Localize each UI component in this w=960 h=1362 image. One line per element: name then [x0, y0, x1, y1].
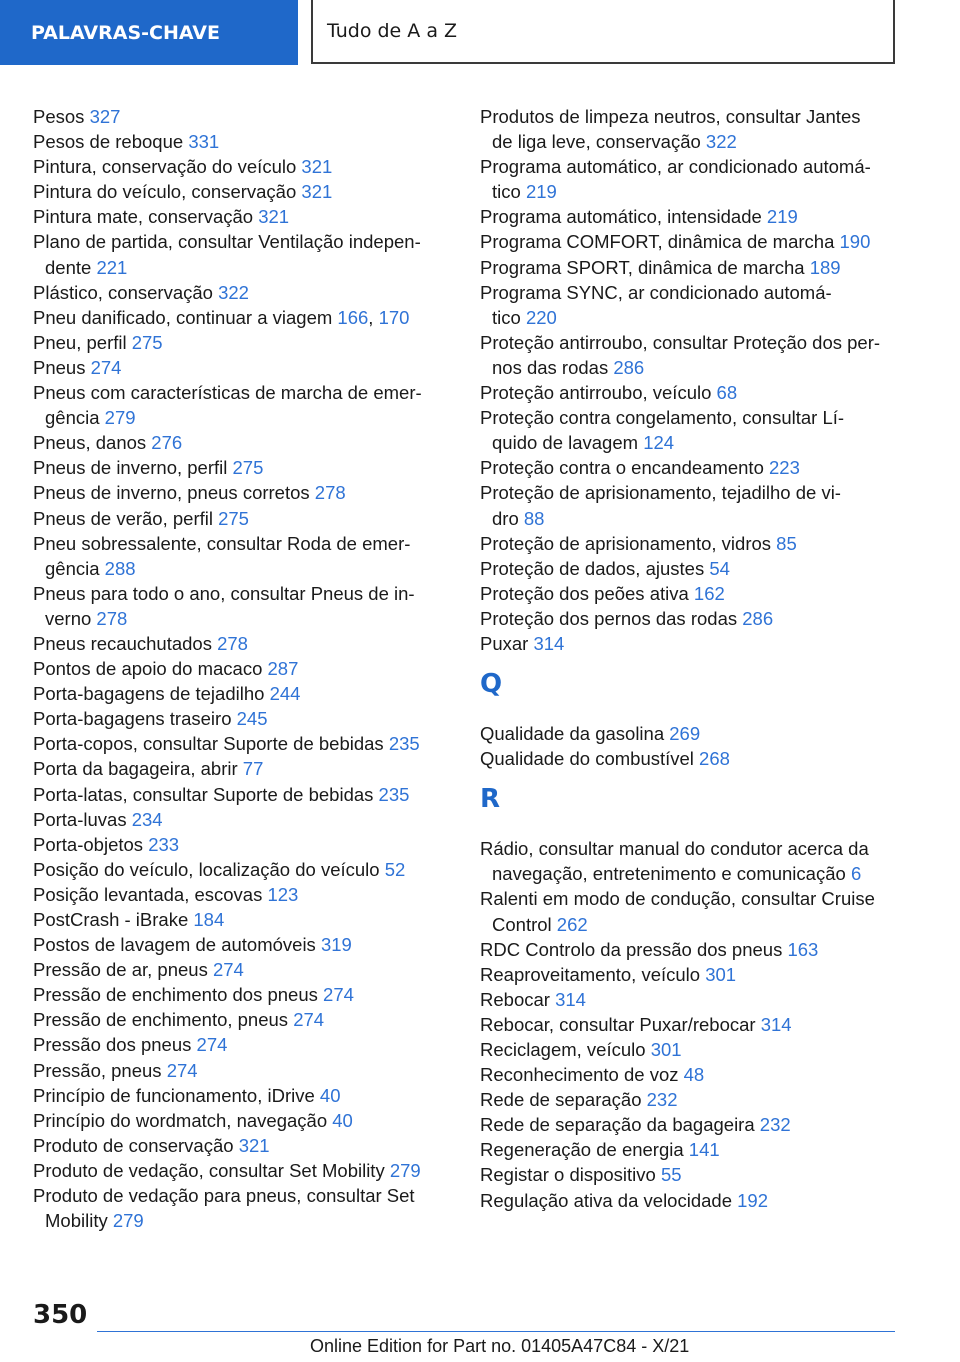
- index-entry: [33, 882, 453, 907]
- index-entry-text: verno: [45, 607, 97, 629]
- index-entry: [33, 204, 453, 229]
- page-link[interactable]: 88: [523, 507, 545, 529]
- index-entry-text: Rádio, consultar manual do condutor acerca da: [480, 838, 869, 860]
- index-entry-text: Proteção de dados, ajustes: [480, 557, 710, 579]
- page-link[interactable]: 288: [104, 557, 136, 579]
- page-link[interactable]: 221: [96, 256, 128, 278]
- page-link[interactable]: 319: [320, 934, 352, 956]
- index-entry: [33, 1108, 453, 1133]
- index-entry-text: dro: [492, 507, 524, 529]
- index-entry-text: Qualidade do combustível: [480, 748, 700, 770]
- index-entry-text: Porta-objetos: [33, 833, 149, 855]
- index-entry: [480, 280, 910, 330]
- page-link[interactable]: 6: [850, 863, 862, 885]
- index-entry: [480, 380, 910, 405]
- index-entry: [33, 480, 453, 505]
- index-column-right: [480, 104, 910, 1213]
- index-entry-text: Rebocar: [480, 988, 556, 1010]
- index-entry-text: Princípio de funcionamento, iDrive: [33, 1084, 320, 1106]
- page-link[interactable]: 287: [267, 658, 299, 680]
- page-link[interactable]: 274: [90, 356, 122, 378]
- index-entry: [33, 857, 453, 882]
- index-entry-text: Regeneração de energia: [480, 1139, 689, 1161]
- index-entry-text: Rebocar, consultar Puxar/rebocar: [480, 1013, 761, 1035]
- index-entry: [33, 631, 453, 656]
- index-entry: [33, 1158, 453, 1183]
- page-link[interactable]: 123: [267, 883, 299, 905]
- index-entry: [33, 455, 453, 480]
- page-link[interactable]: 52: [384, 858, 406, 880]
- page-link[interactable]: 68: [716, 382, 738, 404]
- page-link[interactable]: 314: [760, 1013, 792, 1035]
- index-entry-text: Plano de partida, consultar Ventilação indepen-: [33, 231, 421, 253]
- page-link[interactable]: 234: [131, 808, 163, 830]
- index-entry-text: Registar o dispositivo: [480, 1164, 661, 1186]
- index-entry-text: de liga leve, conservação: [492, 131, 706, 153]
- page-link[interactable]: 162: [693, 582, 725, 604]
- index-entry-text: Pesos de reboque: [33, 131, 189, 153]
- index-entry-text: Pneu danificado, continuar a viagem: [33, 306, 338, 328]
- index-entry-text: Pontos de apoio do macaco: [33, 658, 268, 680]
- index-entry: [33, 531, 453, 581]
- index-entry: [33, 129, 453, 154]
- index-entry: [33, 957, 453, 982]
- index-entry: [33, 179, 453, 204]
- index-entry: [33, 1032, 453, 1057]
- index-entry-text: Proteção dos peões ativa: [480, 582, 694, 604]
- index-letter-heading: R: [480, 784, 501, 815]
- index-entry-text: Programa automático, ar condicionado automá-: [480, 156, 871, 178]
- index-entry-text: Proteção de aprisionamento, tejadilho de vi-: [480, 482, 841, 504]
- page-link[interactable]: 220: [525, 306, 557, 328]
- index-entry-text: Pressão dos pneus: [33, 1034, 197, 1056]
- index-entry: [480, 480, 910, 530]
- index-entry: [480, 1162, 910, 1187]
- page-number: 350: [33, 1300, 88, 1330]
- index-entry-text: Porta da bagageira, abrir: [33, 758, 243, 780]
- index-entry-text: Plástico, conservação: [33, 281, 219, 303]
- page-link[interactable]: 275: [232, 457, 264, 479]
- index-entry-text: navegação, entretenimento e comunicação: [492, 863, 851, 885]
- index-entry-text: RDC Controlo da pressão dos pneus: [480, 938, 788, 960]
- index-entry-text: Pneus de inverno, pneus corretos: [33, 482, 315, 504]
- index-entry-text: Pneu sobressalente, consultar Roda de emer-: [33, 532, 411, 554]
- index-entry: [480, 631, 910, 656]
- footer-edition-text: Online Edition for Part no. 01405A47C84 - X/21: [310, 1336, 690, 1356]
- index-entry: [33, 1183, 453, 1233]
- index-entry-text: Programa COMFORT, dinâmica de marcha: [480, 231, 840, 253]
- index-entry-text: Posição do veículo, localização do veículo: [33, 858, 385, 880]
- page-link[interactable]: 274: [212, 959, 244, 981]
- index-entry-text: PostCrash - iBrake: [33, 909, 194, 930]
- index-entry: [480, 606, 910, 631]
- page-link[interactable]: 279: [112, 1210, 144, 1232]
- page-link[interactable]: 274: [323, 984, 354, 1006]
- index-entry-text: tico: [492, 306, 526, 328]
- index-entry-text: Proteção antirroubo, consultar Proteção dos per-: [480, 331, 881, 353]
- page-link[interactable]: 232: [759, 1114, 791, 1136]
- index-entry-text: Qualidade da gasolina: [480, 723, 670, 745]
- index-entry: [33, 681, 453, 706]
- index-entry: [480, 1137, 910, 1162]
- index-entry-text: Ralenti em modo de condução, consultar Cruise: [480, 888, 875, 910]
- index-entry-text: Regulação ativa da velocidade: [480, 1189, 738, 1211]
- page-link[interactable]: 327: [89, 106, 121, 127]
- index-entry: [480, 455, 910, 480]
- index-entry-text: Porta-copos, consultar Suporte de bebidas: [33, 733, 389, 755]
- index-entry-text: Pneus recauchutados: [33, 632, 218, 654]
- page-link[interactable]: 245: [236, 708, 268, 730]
- index-entry: [33, 1083, 453, 1108]
- index-entry: [33, 380, 453, 430]
- page-link[interactable]: 170: [378, 306, 410, 328]
- index-entry: [33, 807, 453, 832]
- page-link[interactable]: 269: [669, 723, 701, 745]
- index-entry: [33, 907, 453, 932]
- index-entry-text: Pneus para todo o ano, consultar Pneus de in-: [33, 582, 415, 604]
- index-entry: [33, 756, 453, 781]
- index-entry: [33, 581, 453, 631]
- index-entry: [33, 706, 453, 731]
- index-entry-text: Posição levantada, escovas: [33, 883, 268, 905]
- index-entry: [480, 836, 910, 886]
- index-entry: [480, 104, 910, 154]
- index-entry-text: gência: [45, 557, 105, 579]
- index-entry-text: Produtos de limpeza neutros, consultar Jantes: [480, 106, 861, 127]
- page-link[interactable]: 279: [104, 407, 136, 429]
- index-entry: [480, 962, 910, 987]
- index-entry-text: nos das rodas: [492, 356, 614, 378]
- section-title: Tudo de A a Z: [311, 0, 895, 64]
- page-link[interactable]: 85: [776, 532, 797, 554]
- page-link[interactable]: 77: [242, 758, 264, 780]
- index-entry-text: Programa SYNC, ar condicionado automá-: [480, 281, 832, 303]
- index-entry: [480, 1062, 910, 1087]
- page-link[interactable]: 321: [301, 156, 333, 178]
- index-entry-text: Pressão de enchimento, pneus: [33, 1009, 294, 1031]
- index-entry: [33, 430, 453, 455]
- index-entry: [33, 305, 453, 330]
- index-letter-heading: Q: [480, 669, 503, 700]
- page-link[interactable]: 235: [378, 783, 410, 805]
- index-entry-text: Pneus de inverno, perfil: [33, 457, 233, 479]
- index-entry: [480, 746, 910, 771]
- index-entry: [33, 1007, 453, 1032]
- index-entry-text: Produto de conservação: [33, 1134, 239, 1156]
- page-link[interactable]: 40: [319, 1084, 341, 1106]
- page-link[interactable]: 233: [148, 833, 180, 855]
- index-entry: [33, 731, 453, 756]
- page-link[interactable]: 314: [533, 632, 565, 654]
- index-entry: [480, 581, 910, 606]
- index-entry: [480, 204, 910, 229]
- page-link[interactable]: 262: [556, 913, 588, 935]
- index-entry: [480, 1012, 910, 1037]
- index-entry: [33, 1133, 453, 1158]
- page-link[interactable]: 286: [613, 356, 645, 378]
- page-link[interactable]: 274: [196, 1034, 228, 1056]
- index-entry-text: Mobility: [45, 1210, 113, 1232]
- index-entry-text: Rede de separação da bagageira: [480, 1114, 760, 1136]
- index-entry-text: Pressão, pneus: [33, 1059, 167, 1081]
- index-entry: [480, 154, 910, 204]
- page-link[interactable]: 48: [683, 1064, 705, 1086]
- footer-divider: [97, 1331, 895, 1332]
- index-entry: [480, 987, 910, 1012]
- index-entry-text: Proteção de aprisionamento, vidros: [480, 532, 777, 554]
- index-entry-text: Reconhecimento de voz: [480, 1064, 684, 1086]
- index-entry-text: Porta-luvas: [33, 808, 132, 830]
- index-entry: [33, 656, 453, 681]
- index-entry-text: Proteção dos pernos das rodas: [480, 607, 743, 629]
- page-link[interactable]: 235: [388, 733, 420, 755]
- index-entry: [480, 1112, 910, 1137]
- index-entry-text: Pneus, danos: [33, 432, 152, 454]
- index-column-left: [33, 104, 453, 1233]
- index-entry: [480, 531, 910, 556]
- index-entry-text: Pesos: [33, 106, 90, 127]
- index-entry-text: Reciclagem, veículo: [480, 1039, 651, 1060]
- index-entry-text: Pressão de ar, pneus: [33, 959, 213, 981]
- index-entry: [480, 229, 910, 254]
- index-entry-text: Produto de vedação, consultar Set Mobility: [33, 1159, 390, 1181]
- page-link[interactable]: 274: [293, 1009, 325, 1031]
- index-entry: [33, 104, 453, 129]
- index-entry: [480, 1188, 910, 1213]
- index-entry: [33, 782, 453, 807]
- page-link[interactable]: 322: [705, 131, 737, 153]
- index-entry: [33, 154, 453, 179]
- page-link[interactable]: 278: [314, 482, 346, 504]
- index-entry: [33, 982, 453, 1007]
- index-entry-text: Porta-bagagens traseiro: [33, 708, 237, 730]
- index-entry-text: Pintura mate, conservação: [33, 206, 259, 228]
- index-entry-text: gência: [45, 407, 105, 429]
- page-link[interactable]: 163: [787, 938, 819, 960]
- page-link[interactable]: 278: [217, 632, 248, 654]
- page-link[interactable]: 321: [258, 206, 290, 228]
- index-entry: [480, 1087, 910, 1112]
- page-link[interactable]: 54: [709, 557, 730, 579]
- page-link[interactable]: 301: [650, 1039, 682, 1060]
- index-entry-text: Pneus com características de marcha de emer-: [33, 382, 422, 404]
- page-link[interactable]: 331: [188, 131, 220, 153]
- index-entry: [480, 405, 910, 455]
- index-entry: [33, 330, 453, 355]
- index-entry-text: Control: [492, 913, 557, 935]
- index-entry-text: Pintura do veículo, conservação: [33, 181, 302, 203]
- index-entry-text: Puxar: [480, 632, 534, 654]
- index-entry-text: Pintura, conservação do veículo: [33, 156, 302, 178]
- index-entry-text: Pneu, perfil: [33, 331, 132, 353]
- index-entry-text: Pneus: [33, 356, 91, 378]
- index-entry-text: Rede de separação: [480, 1089, 647, 1111]
- page-link[interactable]: 192: [737, 1189, 768, 1211]
- page-link[interactable]: 321: [301, 181, 333, 203]
- index-entry: [33, 229, 453, 279]
- index-entry: [480, 1037, 910, 1062]
- page-link[interactable]: 268: [699, 748, 730, 770]
- section-tab: PALAVRAS-CHAVE: [0, 0, 298, 65]
- page-link[interactable]: 274: [166, 1059, 198, 1081]
- index-entry-text: dente: [45, 256, 97, 278]
- index-entry-text: Princípio do wordmatch, navegação: [33, 1109, 333, 1131]
- page-link[interactable]: 244: [269, 683, 301, 705]
- index-entry: [480, 886, 910, 936]
- page-link[interactable]: 279: [389, 1159, 421, 1181]
- page-link[interactable]: 321: [238, 1134, 270, 1156]
- page-separator: ,: [368, 306, 379, 328]
- index-entry-text: Porta-bagagens de tejadilho: [33, 683, 270, 705]
- page-link[interactable]: 286: [742, 607, 774, 629]
- index-entry: [33, 506, 453, 531]
- page-link[interactable]: 190: [839, 231, 871, 253]
- page-link[interactable]: 301: [705, 963, 737, 985]
- index-entry: [480, 937, 910, 962]
- page-link[interactable]: 278: [96, 607, 128, 629]
- index-entry-text: quido de lavagem: [492, 432, 644, 454]
- index-entry: [480, 330, 910, 380]
- index-entry: [480, 556, 910, 581]
- index-entry-text: Proteção antirroubo, veículo: [480, 382, 717, 404]
- page-link[interactable]: 219: [525, 181, 557, 203]
- page-link[interactable]: 219: [766, 206, 798, 228]
- index-entry-text: Pneus de verão, perfil: [33, 507, 219, 529]
- page-link[interactable]: 124: [643, 432, 675, 454]
- index-entry: [480, 721, 910, 746]
- page-link[interactable]: 223: [769, 457, 800, 479]
- page-link[interactable]: 40: [332, 1109, 353, 1131]
- index-entry-text: Porta-latas, consultar Suporte de bebidas: [33, 783, 379, 805]
- index-entry: [33, 1058, 453, 1083]
- page-link[interactable]: 141: [688, 1139, 720, 1161]
- page-link[interactable]: 184: [193, 909, 225, 930]
- index-entry-text: Proteção contra o encandeamento: [480, 457, 769, 479]
- page-link[interactable]: 232: [646, 1089, 678, 1111]
- index-entry: [33, 932, 453, 957]
- index-entry-text: tico: [492, 181, 526, 203]
- page-link[interactable]: 322: [218, 281, 249, 303]
- index-entry-text: Produto de vedação para pneus, consultar Set: [33, 1185, 415, 1207]
- page-link[interactable]: 314: [555, 988, 586, 1010]
- page-link[interactable]: 189: [809, 256, 841, 278]
- page-link[interactable]: 55: [660, 1164, 682, 1186]
- index-entry: [480, 255, 910, 280]
- index-entry-text: Pressão de enchimento dos pneus: [33, 984, 324, 1006]
- index-entry: [33, 832, 453, 857]
- page-link[interactable]: 166: [337, 306, 369, 328]
- page-link[interactable]: 275: [131, 331, 163, 353]
- index-entry-text: Proteção contra congelamento, consultar Lí-: [480, 407, 845, 429]
- index-entry-text: Programa automático, intensidade: [480, 206, 767, 228]
- index-entry: [33, 355, 453, 380]
- index-entry-text: Reaproveitamento, veículo: [480, 963, 706, 985]
- page-link[interactable]: 276: [151, 432, 183, 454]
- index-entry-text: Programa SPORT, dinâmica de marcha: [480, 256, 810, 278]
- index-entry-text: Postos de lavagem de automóveis: [33, 934, 321, 956]
- index-entry: [33, 280, 453, 305]
- page-link[interactable]: 275: [218, 507, 249, 529]
